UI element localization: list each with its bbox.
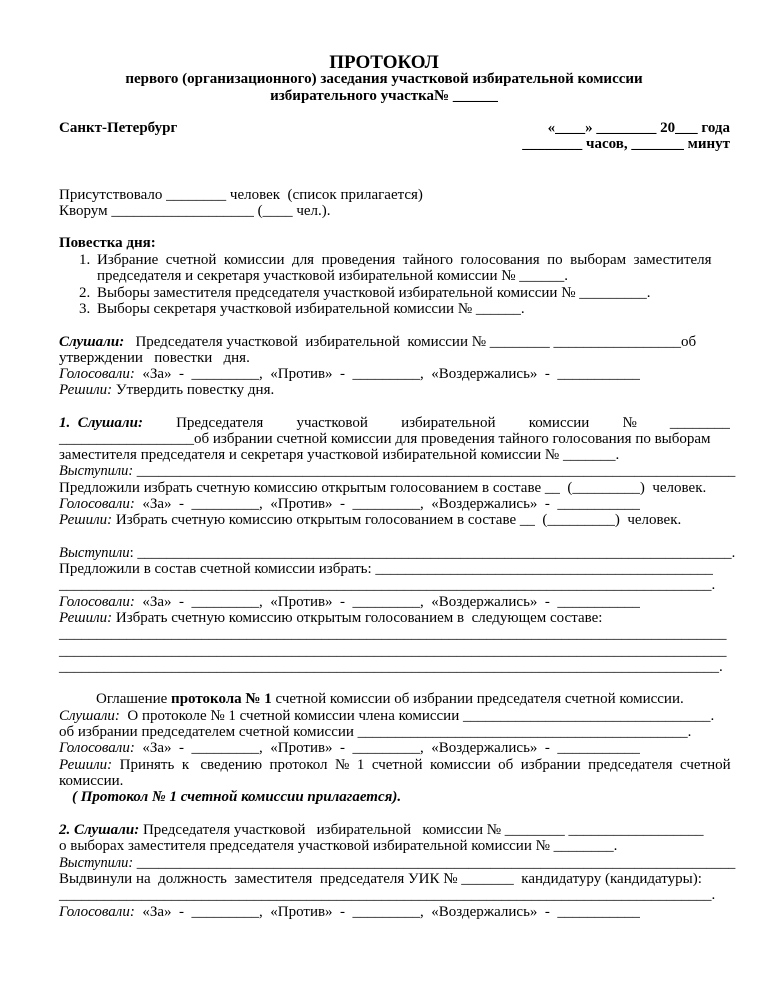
agenda-decision-line bbox=[59, 382, 274, 399]
agenda-hearing-continued: утверждении повестки дня. bbox=[59, 350, 250, 366]
agenda-item-text: Выборы секретаря участковой избирательной комиссии № ______. bbox=[97, 301, 525, 317]
attachment-note: ( Протокол № 1 счетной комиссии прилагается). bbox=[72, 789, 402, 805]
agenda-item-text-continued: председателя и секретаря участковой избирательной комиссии № ______. bbox=[97, 268, 569, 284]
agenda-item-number: 1. bbox=[79, 252, 91, 268]
agenda-heading: Повестка дня: bbox=[59, 235, 156, 251]
announcement-pre: Оглашение bbox=[96, 691, 172, 707]
section-2-text-line: о выборах заместителя председателя участковой избирательной комиссии № ________. bbox=[59, 838, 618, 854]
section-1-decision-line bbox=[59, 512, 681, 529]
vote-label: Голосовали: bbox=[59, 904, 135, 920]
vote-text: «За» - _________, «Против» - _________, «Воздержались» - ___________ bbox=[134, 594, 640, 610]
agenda-item-text: Выборы заместителя председателя участковой избирательной комиссии № _________. bbox=[97, 285, 651, 301]
heard-text: О протоколе № 1 счетной комиссии члена комиссии _________________________________. bbox=[119, 708, 715, 724]
vote-label: Голосовали: bbox=[59, 366, 135, 382]
announcement-heard-line bbox=[59, 708, 714, 725]
vote-text: «За» - _________, «Против» - _________, «Воздержались» - ___________ bbox=[134, 740, 640, 756]
vote-text: «За» - _________, «Против» - _________, «Воздержались» - ___________ bbox=[134, 496, 640, 512]
heading-word: комиссии bbox=[528, 415, 590, 431]
announcement-decision-line bbox=[59, 757, 731, 774]
blank-line: _________________________________________________________________________________________ bbox=[59, 643, 727, 659]
time-line: ________ часов, _______ минут bbox=[522, 136, 730, 152]
blank-line: _______________________________________________________________________________________. bbox=[59, 887, 716, 903]
vote-label: Голосовали: bbox=[59, 740, 135, 756]
document-subtitle-line-2: избирательного участка№ ______ bbox=[270, 88, 498, 104]
city-name: Санкт-Петербург bbox=[59, 120, 178, 136]
section-1-decision-line-2 bbox=[59, 610, 602, 627]
decision-text: Избрать счетную комиссию открытым голосованием в составе __ (_________) человек. bbox=[112, 512, 682, 528]
section-1-vote-line-2 bbox=[59, 594, 640, 611]
announcement-heard-continued: об избрании председателем счетной комиссии ____________________________________________. bbox=[59, 724, 692, 740]
spoke-label: Выступили: bbox=[59, 855, 134, 871]
section-2-nomination-line: Выдвинули на должность заместителя председателя УИК № _______ кандидатуру (кандидатуры): bbox=[59, 871, 702, 887]
spoke-label: Выступили: bbox=[59, 463, 134, 479]
heard-text: Председателя участковой избирательной комиссии № ________ __________________ bbox=[139, 822, 704, 838]
announcement-protocol: протокола № 1 bbox=[171, 691, 272, 707]
heading-word: участковой bbox=[296, 415, 368, 431]
vote-text: «За» - _________, «Против» - _________, «Воздержались» - ___________ bbox=[134, 904, 640, 920]
agenda-vote-line bbox=[59, 366, 640, 383]
heading-word: Председателя bbox=[176, 415, 264, 431]
agenda-hearing-line bbox=[59, 334, 696, 351]
section-1-heard-label: 1. Слушали: bbox=[59, 415, 143, 431]
agenda-item-number: 2. bbox=[79, 285, 91, 301]
section-2-vote-line bbox=[59, 904, 640, 921]
announcement-post: счетной комиссии об избрании председателя счетной комиссии. bbox=[271, 691, 684, 707]
section-1-text-line: заместителя председателя и секретаря участковой избирательной комиссии № _______. bbox=[59, 447, 620, 463]
spoke-text: ___________________________________________________________________________________ bbox=[133, 855, 736, 871]
section-1-proposal-line: Предложили избрать счетную комиссию открытым голосованием в составе __ (_________) человек. bbox=[59, 480, 707, 496]
spoke-text: ___________________________________________________________________________________ bbox=[133, 463, 736, 479]
document-subtitle-line-1: первого (организационного) заседания участковой избирательной комиссии bbox=[125, 71, 643, 87]
decision-label: Решили: bbox=[59, 610, 113, 626]
agenda-item-number: 3. bbox=[79, 301, 91, 317]
announcement-vote-line bbox=[59, 740, 640, 757]
heard-label: Слушали: bbox=[59, 334, 125, 350]
decision-text: Принять к сведению протокол № 1 счетной комиссии об избрании председателя счетной bbox=[112, 757, 731, 773]
section-2-heading-line bbox=[59, 822, 704, 839]
blank-line: _______________________________________________________________________________________. bbox=[59, 577, 716, 593]
vote-label: Голосовали: bbox=[59, 496, 135, 512]
date-line: «____» ________ 20___ года bbox=[547, 120, 730, 136]
heading-word: № bbox=[622, 415, 637, 431]
decision-text: Утвердить повестку дня. bbox=[112, 382, 275, 398]
heard-text: Председателя участковой избирательной комиссии № ________ _________________об bbox=[124, 334, 697, 350]
heard-label: Слушали: bbox=[59, 708, 120, 724]
section-1-text-line: __________________об избрании счетной комиссии для проведения тайного голосования по выборам bbox=[59, 431, 711, 447]
spoke-text: : _________________________________________________________________________________. bbox=[129, 545, 736, 561]
decision-label: Решили: bbox=[59, 382, 113, 398]
decision-label: Решили: bbox=[59, 512, 113, 528]
spoke-label: Выступили bbox=[59, 545, 130, 561]
blank-line: ________________________________________________________________________________________. bbox=[59, 659, 723, 675]
section-2-heard-label: 2. Слушали: bbox=[59, 822, 140, 838]
section-1-heading-line bbox=[59, 415, 730, 432]
heading-word: избирательной bbox=[401, 415, 496, 431]
attendance-line: Присутствовало ________ человек (список прилагается) bbox=[59, 187, 423, 203]
section-2-spoke-line bbox=[59, 855, 735, 872]
vote-label: Голосовали: bbox=[59, 594, 135, 610]
section-1-spoke-line bbox=[59, 463, 735, 480]
quorum-line: Кворум ___________________ (____ чел.). bbox=[59, 203, 331, 219]
decision-label: Решили: bbox=[59, 757, 113, 773]
announcement-line bbox=[96, 691, 684, 708]
agenda-item-text: Избрание счетной комиссии для проведения тайного голосования по выборам заместителя bbox=[97, 252, 712, 268]
section-1-spoke-line-2 bbox=[59, 545, 735, 562]
section-1-proposal-line-2: Предложили в состав счетной комиссии избрать: _____________________________________________ bbox=[59, 561, 713, 577]
vote-text: «За» - _________, «Против» - _________, «Воздержались» - ___________ bbox=[134, 366, 640, 382]
announcement-decision-continued: комиссии. bbox=[59, 773, 124, 789]
section-1-vote-line bbox=[59, 496, 640, 513]
document-title: ПРОТОКОЛ bbox=[329, 52, 439, 73]
heading-word: ________ bbox=[669, 415, 730, 431]
blank-line: _________________________________________________________________________________________ bbox=[59, 626, 727, 642]
decision-text: Избрать счетную комиссию открытым голосованием в следующем составе: bbox=[112, 610, 603, 626]
